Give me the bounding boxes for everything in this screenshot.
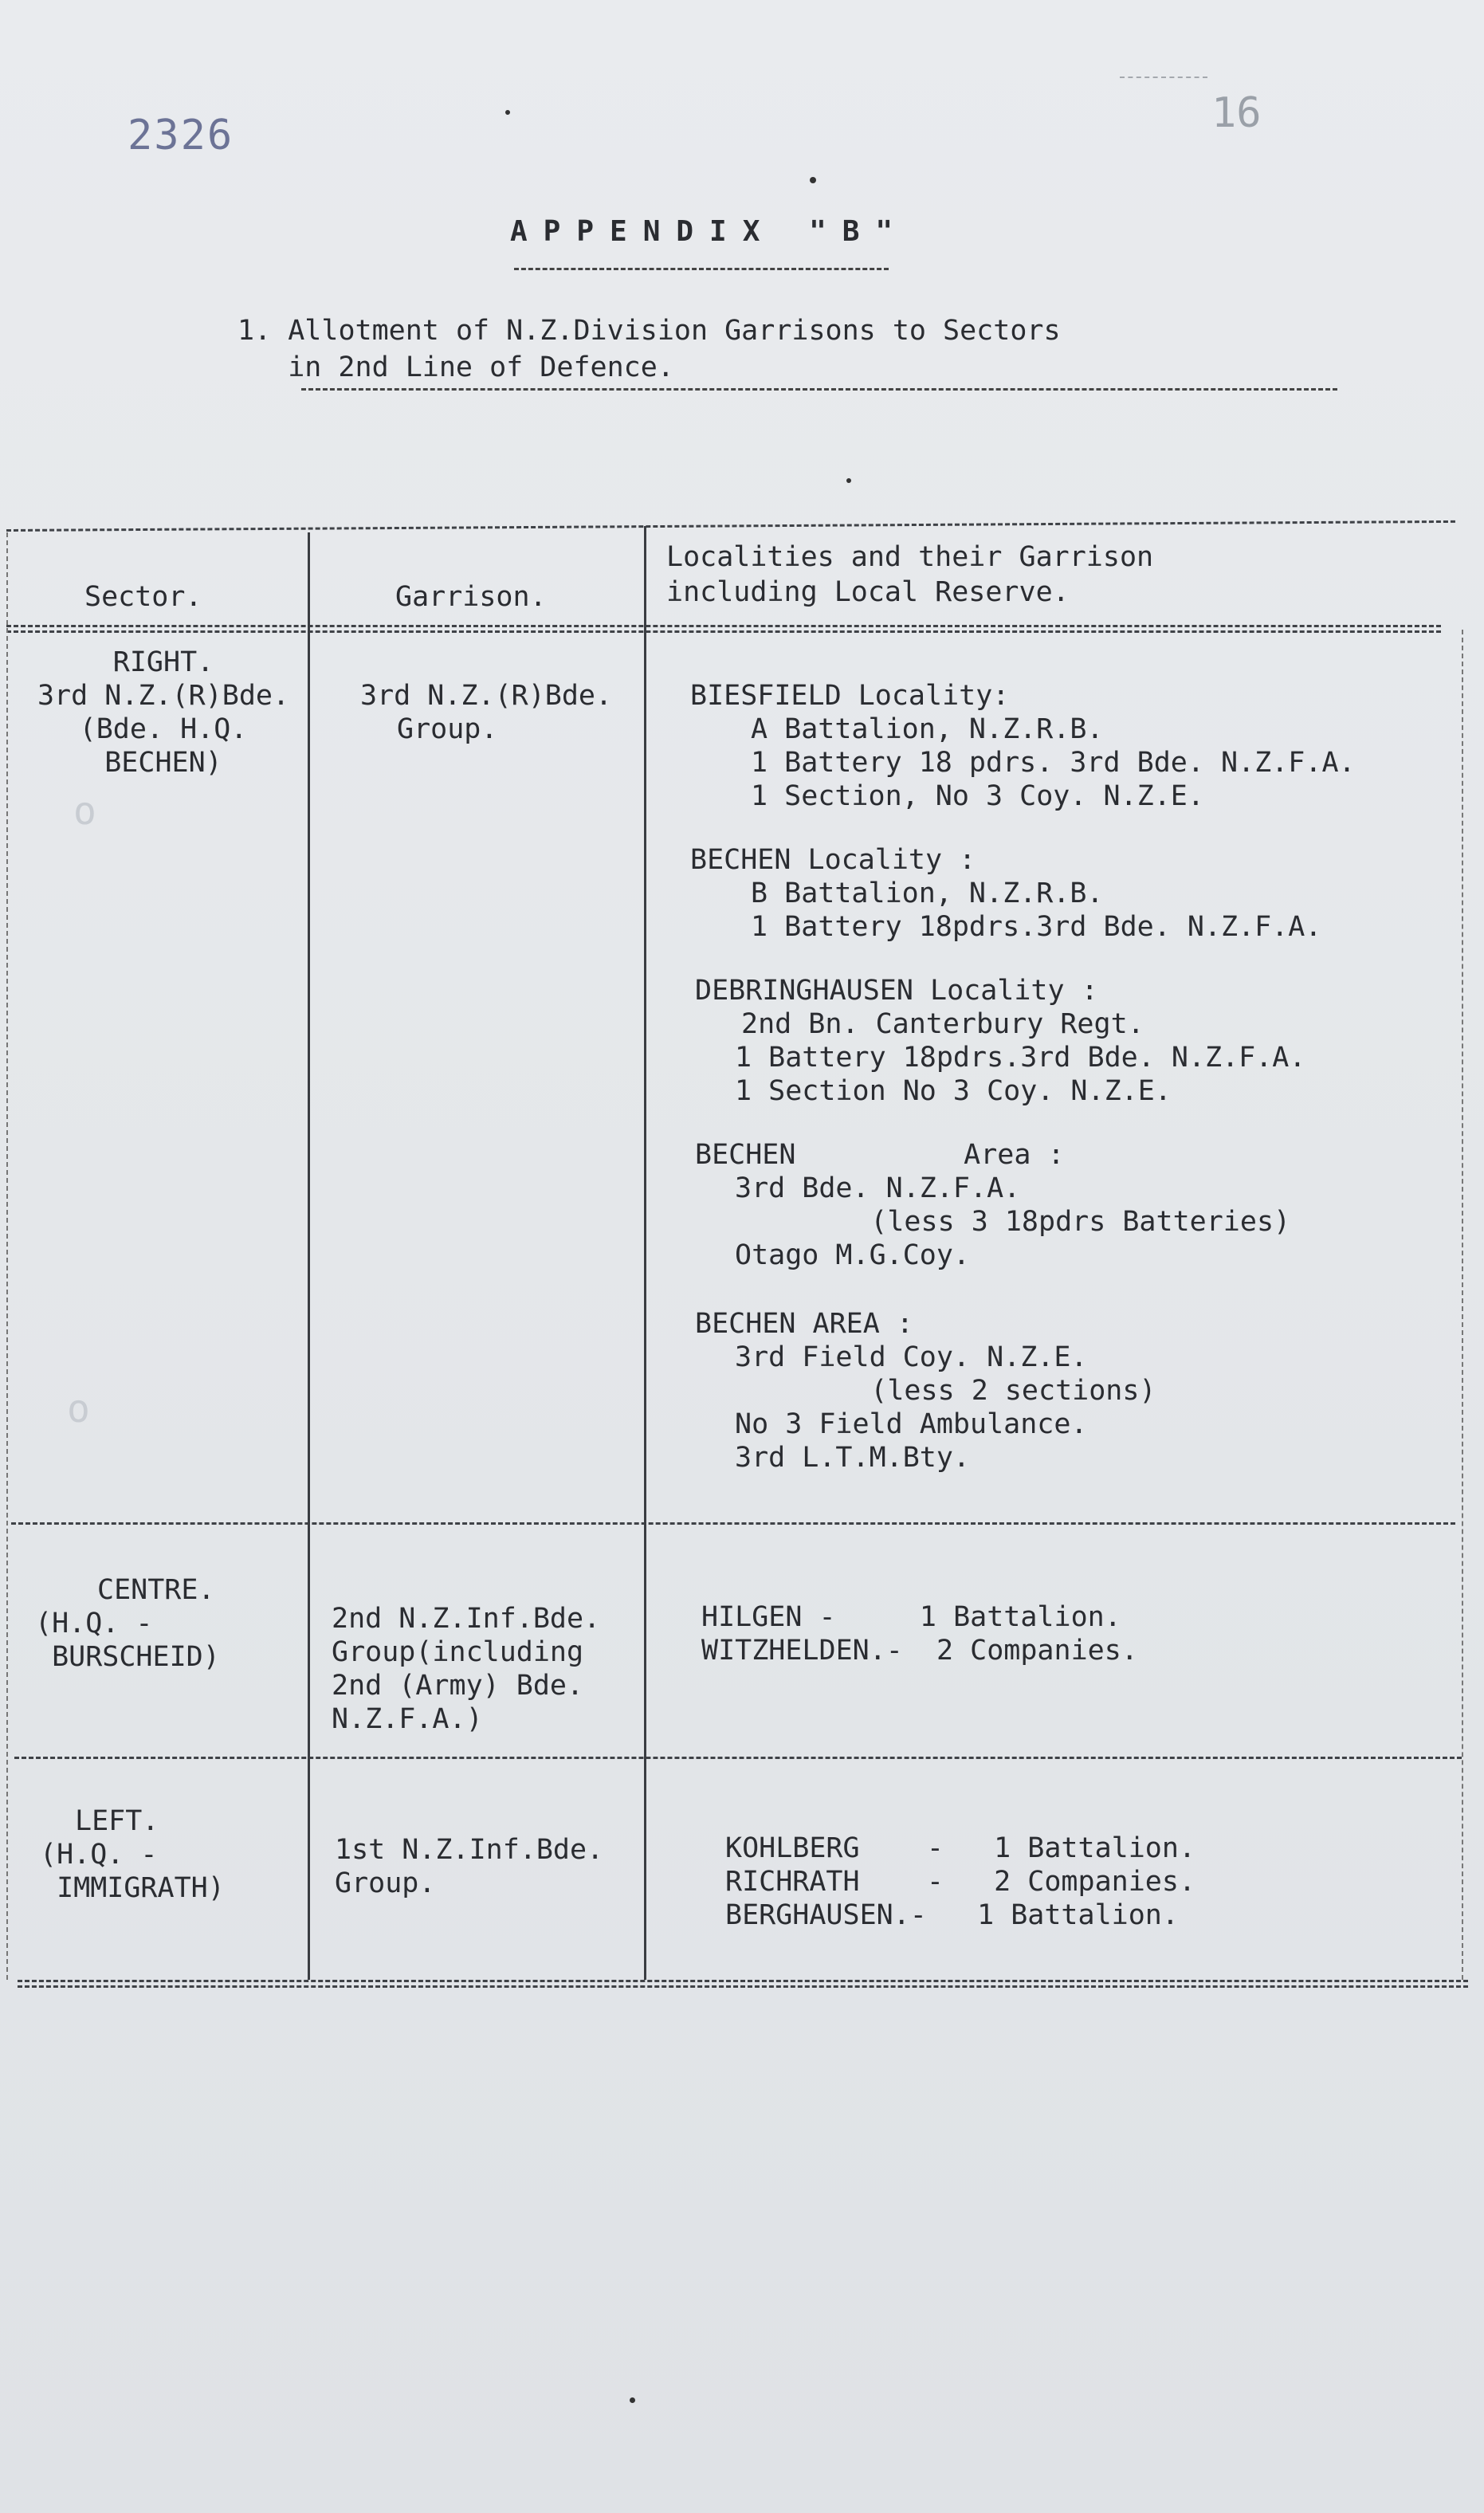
header-localities-line-2: including Local Reserve. xyxy=(666,576,1070,608)
locality-line: No 3 Field Ambulance. xyxy=(735,1408,1088,1440)
locality-line: 3rd Bde. N.Z.F.A. xyxy=(735,1172,1021,1204)
row-left-garrison xyxy=(335,1833,603,1900)
header-sector: Sector. xyxy=(84,581,202,613)
header-localities-line-1: Localities and their Garrison xyxy=(666,541,1154,573)
locality-line: RICHRATH - 2 Companies. xyxy=(725,1866,1196,1898)
locality-line: 1 Battery 18pdrs.3rd Bde. N.Z.F.A. xyxy=(735,1042,1306,1074)
locality-line: WITZHELDEN.- 2 Companies. xyxy=(701,1635,1138,1667)
row-1-bottom-rule xyxy=(11,1522,1455,1525)
sector-line: CENTRE. xyxy=(97,1574,215,1606)
column-divider-2 xyxy=(644,526,646,1980)
page-number: 16 xyxy=(1211,89,1262,137)
locality-line: 3rd L.T.M.Bty. xyxy=(735,1442,971,1474)
sector-line: (Bde. H.Q. xyxy=(79,713,248,745)
area-bechen-services xyxy=(695,1307,1156,1474)
table-bottom-rule xyxy=(18,1980,1468,1982)
row-centre-localities xyxy=(701,1600,1138,1667)
row-right-garrison xyxy=(360,679,612,746)
sector-line: BURSCHEID) xyxy=(35,1641,220,1673)
locality-title: BECHEN AREA : xyxy=(695,1308,913,1340)
area-bechen-artillery xyxy=(695,1138,1290,1272)
locality-title: BECHEN Area : xyxy=(695,1139,1065,1171)
locality-debringhausen xyxy=(695,974,1305,1108)
row-left-sector xyxy=(40,1804,225,1905)
locality-line: 1 Battery 18 pdrs. 3rd Bde. N.Z.F.A. xyxy=(751,747,1356,779)
locality-title: BIESFIELD Locality: xyxy=(690,680,1010,712)
garrison-line: N.Z.F.A.) xyxy=(332,1703,483,1735)
document-number-stamp: 2326 xyxy=(128,112,234,159)
locality-title: BECHEN Locality : xyxy=(690,844,976,876)
locality-line: Otago M.G.Coy. xyxy=(735,1239,971,1271)
row-centre-sector xyxy=(35,1573,220,1674)
locality-line: A Battalion, N.Z.R.B. xyxy=(751,713,1104,745)
header-bottom-rule xyxy=(6,625,1441,627)
locality-line: B Battalion, N.Z.R.B. xyxy=(751,878,1104,909)
garrison-line: 3rd N.Z.(R)Bde. xyxy=(360,680,613,712)
table-left-border xyxy=(6,532,8,1980)
table-right-border xyxy=(1462,630,1463,1980)
sector-line: LEFT. xyxy=(75,1805,159,1837)
table-top-rule xyxy=(6,520,1455,532)
header-garrison: Garrison. xyxy=(395,581,547,613)
locality-line: HILGEN - 1 Battalion. xyxy=(701,1601,1121,1633)
sector-line: RIGHT. xyxy=(112,646,214,678)
heading-line-1: Allotment of N.Z.Division Garrisons to Sectors xyxy=(288,315,1061,347)
locality-line: (less 2 sections) xyxy=(803,1375,1156,1407)
garrison-line: 2nd (Army) Bde. xyxy=(332,1670,584,1702)
garrison-line: Group. xyxy=(397,713,498,745)
row-right-sector xyxy=(24,646,303,779)
locality-line: BERGHAUSEN.- 1 Battalion. xyxy=(725,1899,1179,1931)
locality-title: DEBRINGHAUSEN Locality : xyxy=(695,975,1098,1007)
sector-line: IMMIGRATH) xyxy=(40,1872,225,1904)
sector-line: (H.Q. - xyxy=(35,1608,153,1639)
heading-line-2: in 2nd Line of Defence. xyxy=(288,351,674,383)
locality-line: 3rd Field Coy. N.Z.E. xyxy=(735,1341,1088,1373)
locality-line: KOHLBERG - 1 Battalion. xyxy=(725,1832,1196,1864)
column-divider-1 xyxy=(308,532,310,1980)
garrison-line: Group(including xyxy=(332,1636,584,1668)
row-left-localities xyxy=(725,1832,1195,1932)
garrison-line: 1st N.Z.Inf.Bde. xyxy=(335,1834,604,1866)
locality-bechen xyxy=(690,843,1321,944)
locality-biesfield xyxy=(690,679,1356,813)
appendix-title: APPENDIX "B" xyxy=(510,215,909,248)
heading-number: 1. xyxy=(238,315,272,347)
row-centre-garrison xyxy=(332,1602,600,1736)
garrison-line: Group. xyxy=(335,1867,436,1899)
sector-line: 3rd N.Z.(R)Bde. xyxy=(37,680,290,712)
locality-line: 1 Section, No 3 Coy. N.Z.E. xyxy=(751,780,1204,812)
garrison-line: 2nd N.Z.Inf.Bde. xyxy=(332,1603,601,1635)
punch-hole-mark: o xyxy=(73,789,96,834)
locality-line: (less 3 18pdrs Batteries) xyxy=(803,1206,1291,1238)
locality-line: 1 Battery 18pdrs.3rd Bde. N.Z.F.A. xyxy=(751,911,1322,943)
sector-line: (H.Q. - xyxy=(40,1839,158,1871)
punch-hole-mark: o xyxy=(67,1387,90,1431)
locality-line: 2nd Bn. Canterbury Regt. xyxy=(741,1008,1144,1040)
row-2-bottom-rule xyxy=(14,1757,1462,1759)
locality-line: 1 Section No 3 Coy. N.Z.E. xyxy=(735,1075,1172,1107)
sector-line: BECHEN) xyxy=(104,747,222,779)
